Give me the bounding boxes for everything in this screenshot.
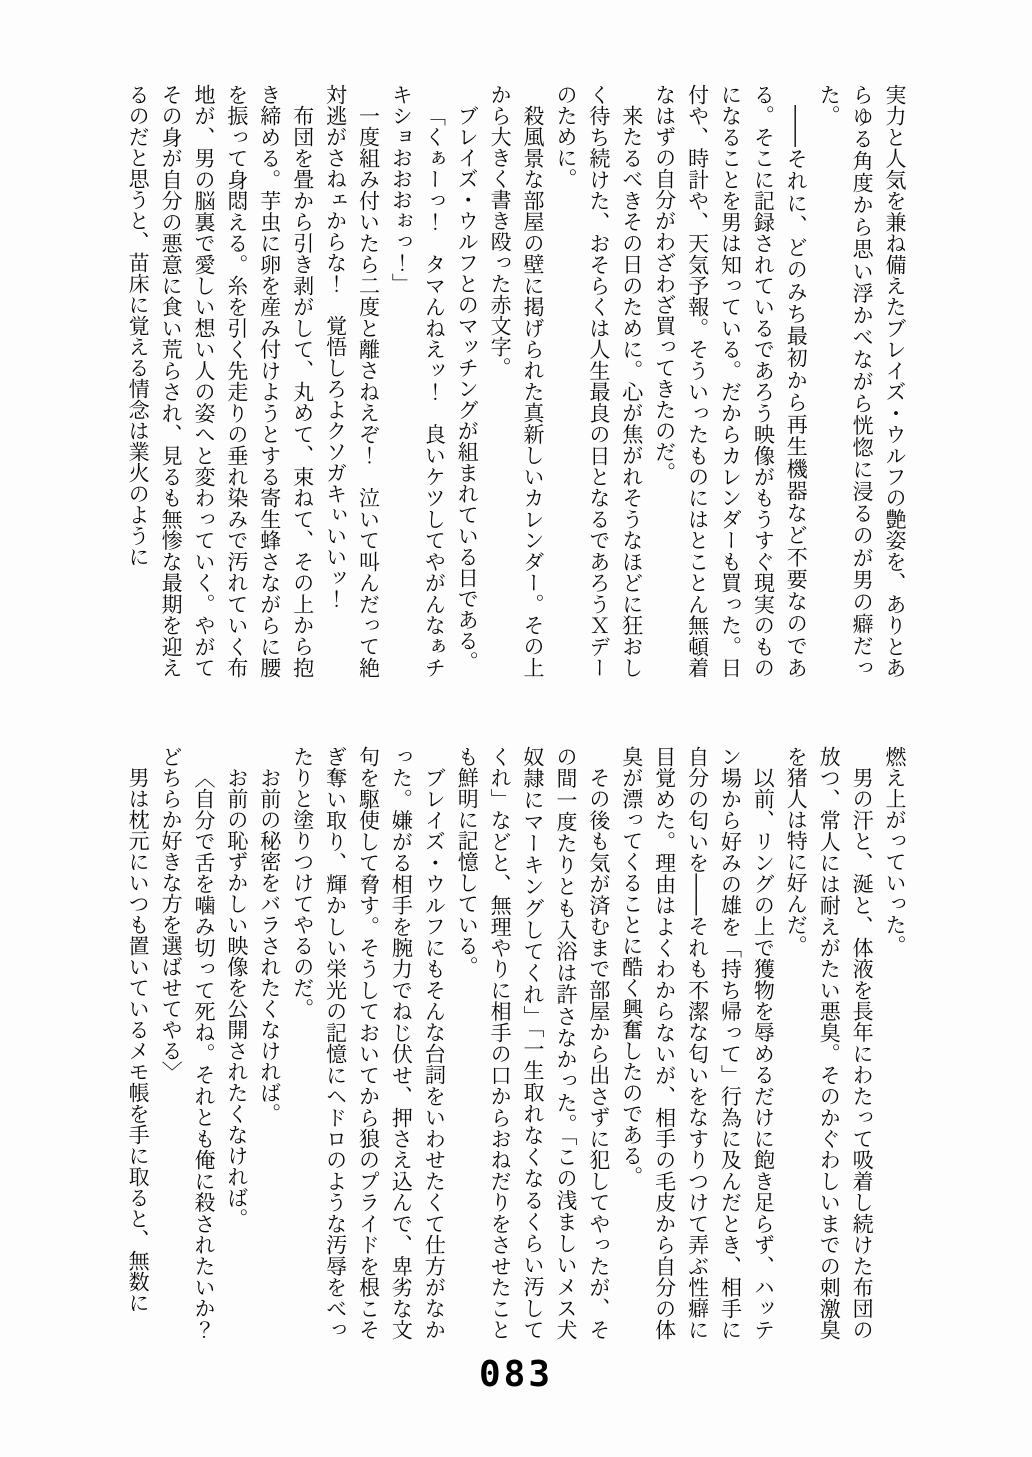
text-block-top <box>119 84 911 678</box>
paragraph: ブレイズ・ウルフにもそんな台詞をいわせたくて仕方がなかった。嫌がる相手を腕力でねじ伏せ、押さえ込んで、卑劣な文句を駆使して脅す。そうしておいてから狼のプライドを根こそぎ奪い取り、輝かしい栄光の記憶にヘドロのような汚辱をべったりと塗りつけてやるのだ。 <box>290 746 447 1340</box>
paragraph: その後も気が済むまで部屋から出さずに犯してやったが、その間一度たりとも入浴は許さなかった。「この浅ましいメス犬奴隷にマーキングしてくれ」「一生取れなくなるくらい汚してくれ」などと、無理やりに相手の口からおねだりをさせたことも鮮明に記憶している。 <box>455 746 611 1340</box>
paragraph: 燃え上がっていった。 <box>883 746 907 956</box>
paragraph: お前の秘密をバラされたくなければ。 <box>257 767 282 1124</box>
page-number <box>0 1354 1032 1395</box>
paragraph: ――それに、どのみち最初から再生機器など不要なのである。そこに記録されているであろう映像がもうすぐ現実のものになることを男は知っている。だからカレンダーも買った。日付や、時計や、天気予報。そういったものにはとことん無頓着なはずの自分がわざわざ買ってきたのだ。 <box>652 84 809 678</box>
paragraph: 来たるべきその日のために。心が焦がれそうなほどに狂おしく待ち続けた、おそらくは人生最良の日となるであろうＸデーのために。 <box>553 84 644 679</box>
paragraph: 「くぁーっ！ タマんねえッ！ 良いケツしてやがんなぁチキショおおおぉっ！」 <box>389 84 447 678</box>
paragraph: 男の汗と、涎と、体液を長年にわたって吸着し続けた布団の放つ、常人には耐えがたい悪臭。そのかぐわしいまでの刺激臭を猪人は特に好んだ。 <box>784 746 875 1340</box>
page-number-value: 083 <box>478 1354 554 1395</box>
text-block-bottom <box>119 746 911 1361</box>
paragraph: 以前、リングの上で獲物を辱めるだけに飽き足らず、ハッテン場から好みの雄を「持ち帰って」行為に及んだとき、相手に自分の匂いを――それも不潔な匂いをなすりつけて弄ぶ性癖に目覚めた。理由はよくわからないが、相手の毛皮から自分の体臭が漂ってくることに酷く興奮したのである。 <box>619 746 776 1341</box>
paragraph: 男は枕元にいつも置いているメモ帳を手に取ると、無数に <box>126 767 151 1313</box>
paragraph: 一度組み付いたら二度と離さねえぞ！ 泣いて叫んだって絶対逃がさねェからな！ 覚悟しろよクソガキぃいいッ！ <box>323 84 381 678</box>
paragraph: 殺風景な部屋の壁に掲げられた真新しいカレンダー。その上から大きく書き殴った赤文字。 <box>488 84 546 678</box>
paragraph: お前の恥ずかしい映像を公開されたくなければ。 <box>224 767 249 1229</box>
paragraph: 〈自分で舌を噛み切って死ね。それとも俺に殺されたいか？ どちらか好きな方を選ばせてやる〉 <box>159 746 216 1361</box>
paragraph: ブレイズ・ウルフとのマッチングが組まれている日である。 <box>455 105 480 672</box>
paragraph: 実力と人気を兼ね備えたブレイズ・ウルフの艶姿を、ありとあらゆる角度から思い浮かべながら恍惚に浸るのが男の癖だった。 <box>817 84 907 678</box>
paragraph: 布団を畳から引き剥がして、丸めて、束ねて、その上から抱き締める。芋虫に卵を産み付けようとする寄生蜂さながらに腰を振って身悶える。糸を引く先走りの垂れ染みで汚れていく布地が、男の脳裏で愛しい想い人の姿へと変わっていく。やがてその身が自分の悪意に食い荒らされ、見るも無惨な最期を迎えるのだと思うと、苗床に覚える情念は業火のように <box>126 84 315 679</box>
